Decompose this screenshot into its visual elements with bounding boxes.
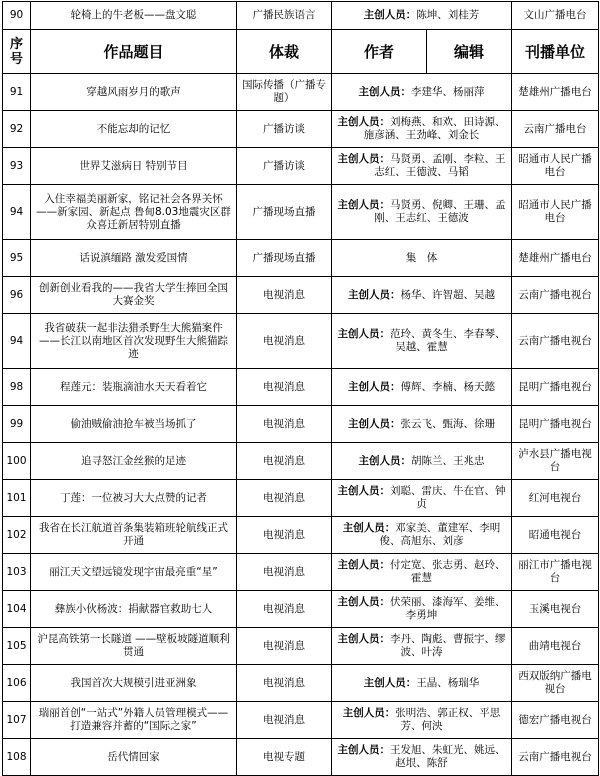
author-label: 主创人员： (337, 116, 390, 128)
work-title: 我省破获一起非法猎杀野生大熊猫案件——长江以南地区首次发现野生大熊猫踪迹 (31, 314, 237, 369)
table-row (3, 443, 599, 480)
header-no: 序号 (3, 30, 31, 74)
author-names: 邓家美、董建军、李明俊、高旭东、刘彦 (379, 522, 501, 547)
work-title: 偷油贼偷油抢车被当场抓了 (31, 406, 237, 443)
work-author (332, 591, 512, 628)
author-label: 主创人员： (348, 288, 401, 301)
work-unit: 德宏广播电视台 (512, 702, 599, 739)
work-unit: 西双版纳广播电视台 (512, 665, 599, 702)
work-unit: 红河电视台 (512, 480, 599, 517)
header-title: 作品题目 (31, 30, 237, 74)
author-names: 集 体 (405, 251, 438, 264)
work-genre: 电视消息 (237, 406, 332, 443)
work-unit: 文山广播电台 (512, 2, 599, 30)
row-number: 102 (3, 517, 31, 554)
work-author (332, 240, 512, 277)
work-author (332, 369, 512, 406)
author-label: 主创人员： (337, 633, 390, 645)
author-names: 马贤勇、孟刚、李粒、王志红、王德波、马韬 (374, 153, 506, 178)
table-row (3, 74, 599, 111)
work-genre: 电视消息 (237, 369, 332, 406)
work-genre: 电视消息 (237, 591, 332, 628)
author-names: 范玲、黄冬生、李春琴、吴越、霍慧 (390, 328, 506, 353)
table-row (3, 148, 599, 185)
table-row (3, 185, 599, 240)
work-author (332, 665, 512, 702)
work-genre: 电视消息 (237, 277, 332, 314)
author-names: 李建华、杨丽萍 (411, 85, 485, 98)
work-title: 程莲元：装瓶滴油水天天看着它 (31, 369, 237, 406)
author-label: 主创人员： (337, 596, 390, 608)
work-author (332, 739, 512, 776)
row-number: 107 (3, 702, 31, 739)
work-genre: 广播现场直播 (237, 240, 332, 277)
row-number: 106 (3, 665, 31, 702)
author-label: 主创人员： (363, 9, 417, 21)
work-genre: 电视消息 (237, 554, 332, 591)
row-number: 95 (3, 240, 31, 277)
work-title: 创新创业看我的——我省大学生捧回全国大赛金奖 (31, 277, 237, 314)
row-number: 90 (3, 2, 31, 30)
work-unit: 楚雄州广播电台 (512, 74, 599, 111)
work-title: 话说滇缅路 激发爱国情 (31, 240, 237, 277)
table-header (3, 30, 599, 74)
works-table (2, 1, 599, 776)
author-label: 主创人员： (337, 153, 390, 165)
work-title: 入住幸福美丽新家，铭记社会各界关怀——新家园、新起点 鲁甸8.03地震灾区群众喜迁新居特别直播 (31, 185, 237, 240)
row-number: 93 (3, 148, 31, 185)
author-names: 李丹、陶彪、曹振宇、缪波、叶涛 (390, 633, 506, 658)
row-number: 101 (3, 480, 31, 517)
table-row (3, 739, 599, 776)
work-unit: 曲靖电视台 (512, 628, 599, 665)
author-names: 张明浩、郭正权、平思芳、何泱 (395, 707, 501, 732)
work-genre: 电视消息 (237, 443, 332, 480)
author-label: 主创人员： (348, 417, 401, 430)
work-genre: 电视消息 (237, 517, 332, 554)
work-title: 丽江天文望远镜发现宇宙最亮重“星” (31, 554, 237, 591)
work-title: 彝族小伙杨波：捐献器官救助七人 (31, 591, 237, 628)
work-author (332, 277, 512, 314)
header-genre: 体裁 (237, 30, 332, 74)
author-label: 主创人员： (358, 85, 411, 98)
work-genre: 广播现场直播 (237, 185, 332, 240)
work-title: 岳代情回家 (31, 739, 237, 776)
author-names: 刘梅燕、和欢、田诗源、施彦涵、王劲峰、刘金长 (363, 116, 506, 141)
table-row (3, 277, 599, 314)
work-title: 穿越风雨岁月的歌声 (31, 74, 237, 111)
work-genre: 电视消息 (237, 628, 332, 665)
work-unit: 楚雄州广播电台 (512, 240, 599, 277)
table-row (3, 665, 599, 702)
work-author (332, 406, 512, 443)
work-title: 不能忘却的记忆 (31, 111, 237, 148)
table-row (3, 517, 599, 554)
author-names: 伏荣丽、漆海军、姜维、李勇坤 (390, 596, 506, 621)
row-number: 103 (3, 554, 31, 591)
row-number: 99 (3, 406, 31, 443)
work-genre: 国际传播（广播专题） (237, 74, 332, 111)
header-unit: 刊播单位 (512, 30, 599, 74)
work-unit: 云南广播电台 (512, 111, 599, 148)
work-author (332, 480, 512, 517)
author-label: 主创人员： (337, 328, 390, 340)
table-row (3, 554, 599, 591)
work-author (332, 185, 512, 240)
work-genre: 电视专题 (237, 739, 332, 776)
author-names: 王晶、杨瑞华 (416, 676, 480, 689)
work-unit: 昭通市人民广播电台 (512, 185, 599, 240)
work-genre: 电视消息 (237, 665, 332, 702)
author-names: 刘聪、雷庆、牛在官、钟贞 (390, 485, 506, 510)
work-title: 我省在长江航道首条集装箱班轮航线正式开通 (31, 517, 237, 554)
table-row (3, 111, 599, 148)
row-number: 94 (3, 185, 31, 240)
work-genre: 电视消息 (237, 702, 332, 739)
author-label: 主创人员： (358, 454, 411, 467)
author-label: 主创人员： (337, 485, 390, 497)
row-number: 108 (3, 739, 31, 776)
table-row (3, 628, 599, 665)
row-number: 98 (3, 369, 31, 406)
author-names: 傅辉、李楠、杨天懿 (400, 380, 495, 393)
author-names: 付定宽、张志勇、赵玲、霍慧 (390, 559, 506, 584)
row-number: 105 (3, 628, 31, 665)
work-author (332, 702, 512, 739)
work-title: 追寻怒江金丝猴的足迹 (31, 443, 237, 480)
work-unit: 昆明广播电视台 (512, 369, 599, 406)
author-names: 陈坤、刘桂芳 (416, 9, 480, 21)
work-unit: 云南广播电视台 (512, 314, 599, 369)
row-number: 96 (3, 277, 31, 314)
table-row (3, 406, 599, 443)
row-number: 92 (3, 111, 31, 148)
work-author (332, 314, 512, 369)
work-unit: 泸水县广播电视台 (512, 443, 599, 480)
work-author (332, 517, 512, 554)
work-author (332, 148, 512, 185)
author-names: 胡陈兰、王兆忠 (411, 454, 485, 467)
table-row-top (3, 2, 599, 30)
work-unit: 昆明广播电视台 (512, 406, 599, 443)
author-names: 马贤勇、倪卿、王珊、孟刚、王志红、王德波 (374, 199, 506, 224)
table-row (3, 314, 599, 369)
work-author (332, 554, 512, 591)
table-row (3, 369, 599, 406)
row-number: 94 (3, 314, 31, 369)
work-title: 世界艾滋病日 特别节目 (31, 148, 237, 185)
work-author (332, 2, 512, 30)
work-unit: 云南广播电视台 (512, 277, 599, 314)
author-label: 主创人员： (337, 559, 390, 571)
work-genre: 广播访谈 (237, 111, 332, 148)
table-row (3, 240, 599, 277)
work-title: 轮椅上的牛老板——盘文聪 (31, 2, 237, 30)
work-genre: 电视消息 (237, 314, 332, 369)
author-label: 主创人员： (342, 522, 396, 534)
work-unit: 玉溪电视台 (512, 591, 599, 628)
work-title: 我国首次大规模引进亚洲象 (31, 665, 237, 702)
work-title: 沪昆高铁第一长隧道 ——壁板坡隧道顺利贯通 (31, 628, 237, 665)
work-author (332, 74, 512, 111)
work-author (332, 443, 512, 480)
work-author (332, 111, 512, 148)
author-label: 主创人员： (363, 676, 417, 689)
work-title: 瑞丽首创“一站式”外籍人员管理模式——打造兼容并蓄的“国际之家” (31, 702, 237, 739)
author-names: 杨华、许智超、吴越 (400, 288, 495, 301)
author-label: 主创人员： (337, 744, 390, 756)
work-title: 丁莲：一位被习大大点赞的记者 (31, 480, 237, 517)
work-genre: 广播民族语言 (237, 2, 332, 30)
work-genre: 电视消息 (237, 480, 332, 517)
table-row (3, 480, 599, 517)
row-number: 91 (3, 74, 31, 111)
table-row (3, 591, 599, 628)
work-unit: 云南广播电视台 (512, 739, 599, 776)
author-label: 主创人员： (342, 707, 396, 719)
work-author (332, 628, 512, 665)
work-unit: 昭通电视台 (512, 517, 599, 554)
row-number: 104 (3, 591, 31, 628)
author-label: 主创人员： (348, 380, 401, 393)
header-editor: 编辑 (427, 30, 512, 74)
work-genre: 广播访谈 (237, 148, 332, 185)
work-unit: 丽江市广播电视台 (512, 554, 599, 591)
work-unit: 昭通市人民广播电台 (512, 148, 599, 185)
table-row (3, 702, 599, 739)
author-names: 张云飞、甄海、徐珊 (400, 417, 495, 430)
author-names: 王发旭、朱虹光、姚远、赵垠、陈舒 (390, 744, 506, 769)
header-author: 作者 (332, 30, 427, 74)
row-number: 100 (3, 443, 31, 480)
author-label: 主创人员： (337, 199, 390, 211)
